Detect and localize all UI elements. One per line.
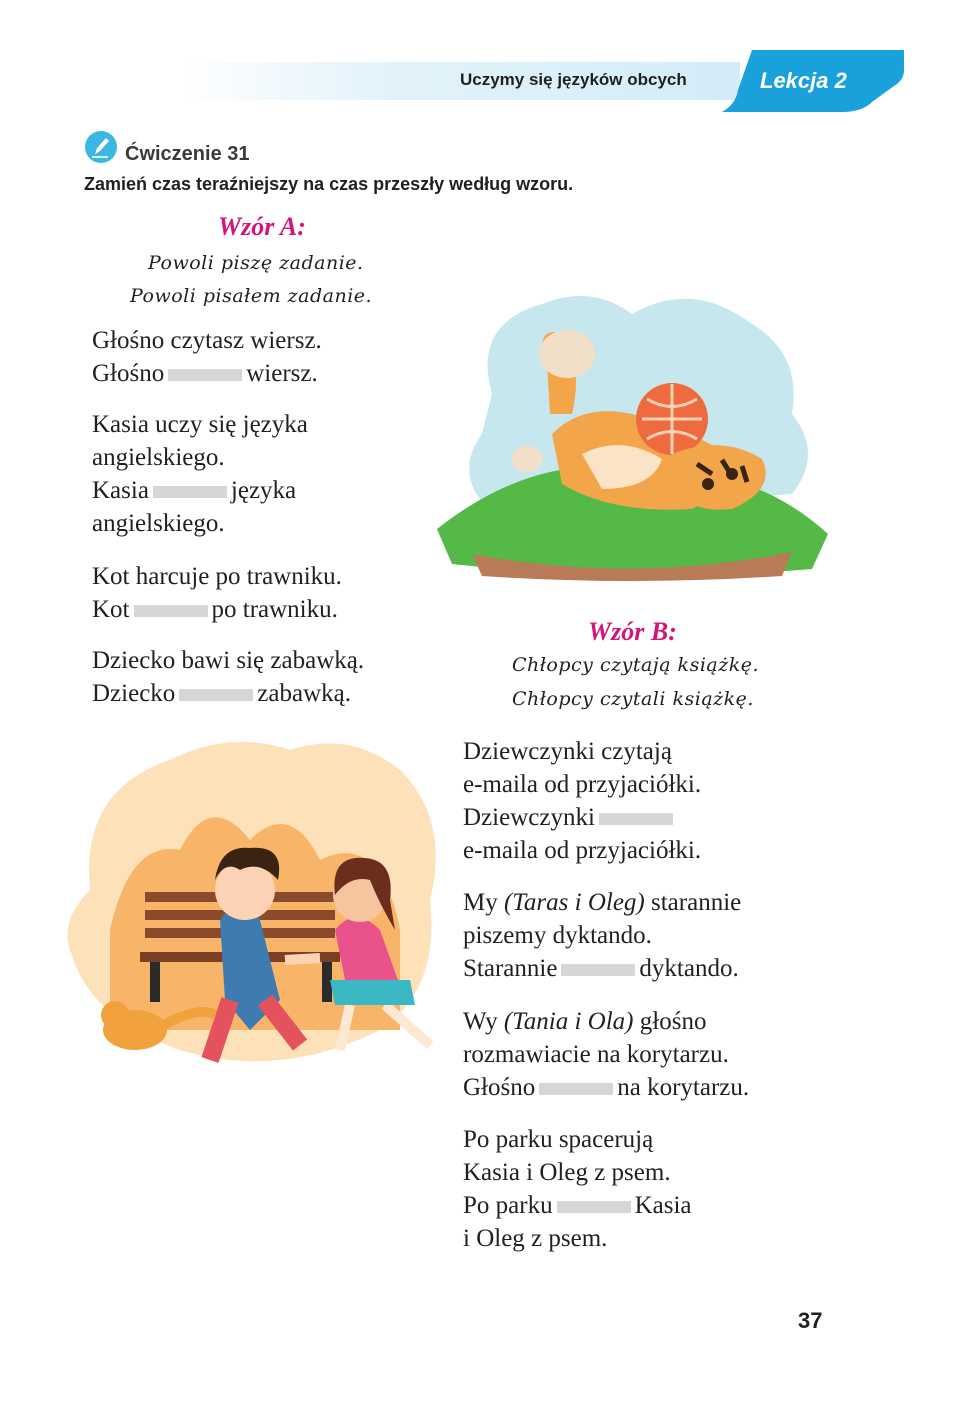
sentence: e-maila od przyjaciółki. [463, 771, 702, 798]
right-item-4 [463, 1123, 692, 1255]
sentence-start: Wy [463, 1008, 498, 1035]
right-item-3 [463, 1005, 749, 1104]
sentence: rozmawiacie na korytarzu. [463, 1041, 729, 1068]
sentence: Kasia uczy się języka [92, 411, 308, 438]
sentence-end: Kasia [634, 1192, 692, 1219]
sentence-end: starannie [651, 889, 742, 916]
answer-blank[interactable] [599, 813, 673, 825]
pattern-b-title: Wzór B: [588, 617, 677, 646]
exercise-title: Ćwiczenie 31 [125, 143, 250, 165]
sentence-end: głośno [639, 1008, 707, 1035]
sentence: Dziewczynki czytają [463, 738, 672, 765]
sentence-start: Głośno [92, 360, 165, 387]
pattern-a-title: Wzór A: [218, 212, 306, 241]
sentence-end: na korytarzu. [617, 1074, 750, 1101]
sentence-end: po trawniku. [211, 596, 338, 623]
sentence-start: Głośno [463, 1074, 536, 1101]
page-number: 37 [798, 1308, 823, 1333]
answer-blank[interactable] [168, 369, 242, 381]
sentence-start: Kot [92, 596, 130, 623]
answer-blank[interactable] [179, 689, 253, 701]
exercise-instruction: Zamień czas teraźniejszy na czas przeszły według wzoru. [84, 174, 574, 194]
sentence: e-maila od przyjaciółki. [463, 837, 702, 864]
pattern-b-line-1: Chłopcy czytają książkę. [512, 654, 760, 676]
cat-illustration [432, 284, 830, 582]
sentence-start: Dziecko [92, 680, 176, 707]
sentence-start: Po parku [463, 1192, 553, 1219]
pattern-a-line-2: Powoli pisałem zadanie. [130, 285, 373, 307]
pattern-a-line-1: Powoli piszę zadanie. [148, 252, 364, 274]
answer-blank[interactable] [134, 605, 208, 617]
sentence: Kot harcuje po trawniku. [92, 563, 342, 590]
sentence-end: języka [230, 477, 297, 504]
sentence-end: dyktando. [639, 955, 739, 982]
left-item-2 [92, 408, 308, 540]
sentence: Kasia i Oleg z psem. [463, 1159, 671, 1186]
answer-blank[interactable] [539, 1083, 613, 1095]
left-item-1 [92, 324, 322, 390]
sentence-hint: (Tania i Ola) [503, 1008, 634, 1035]
left-item-4 [92, 644, 364, 710]
sentence-end: zabawką. [257, 680, 351, 707]
pattern-b-line-2: Chłopcy czytali książkę. [512, 688, 754, 710]
sentence-start: Kasia [92, 477, 149, 504]
pencil-icon [84, 130, 118, 164]
sentence: angielskiego. [92, 444, 225, 471]
answer-blank[interactable] [561, 964, 635, 976]
sentence-end: wiersz. [246, 360, 318, 387]
sentence: Po parku spacerują [463, 1126, 654, 1153]
sentence: angielskiego. [92, 510, 225, 537]
right-item-2 [463, 886, 741, 985]
answer-blank[interactable] [153, 486, 227, 498]
sentence-start: Starannie [463, 955, 558, 982]
children-walking-illustration [50, 730, 450, 1080]
right-item-1 [463, 735, 701, 867]
sentence-start: My [463, 889, 498, 916]
sentence: Głośno czytasz wiersz. [92, 327, 322, 354]
sentence: i Oleg z psem. [463, 1225, 608, 1252]
left-item-3 [92, 560, 342, 626]
sentence: Dziecko bawi się zabawką. [92, 647, 365, 674]
lesson-label: Lekcja 2 [760, 68, 847, 93]
sentence-start: Dziewczynki [463, 804, 595, 831]
sentence-hint: (Taras i Oleg) [503, 889, 645, 916]
answer-blank[interactable] [557, 1201, 631, 1213]
sentence: piszemy dyktando. [463, 922, 652, 949]
header-title: Uczymy się języków obcych [460, 70, 687, 89]
